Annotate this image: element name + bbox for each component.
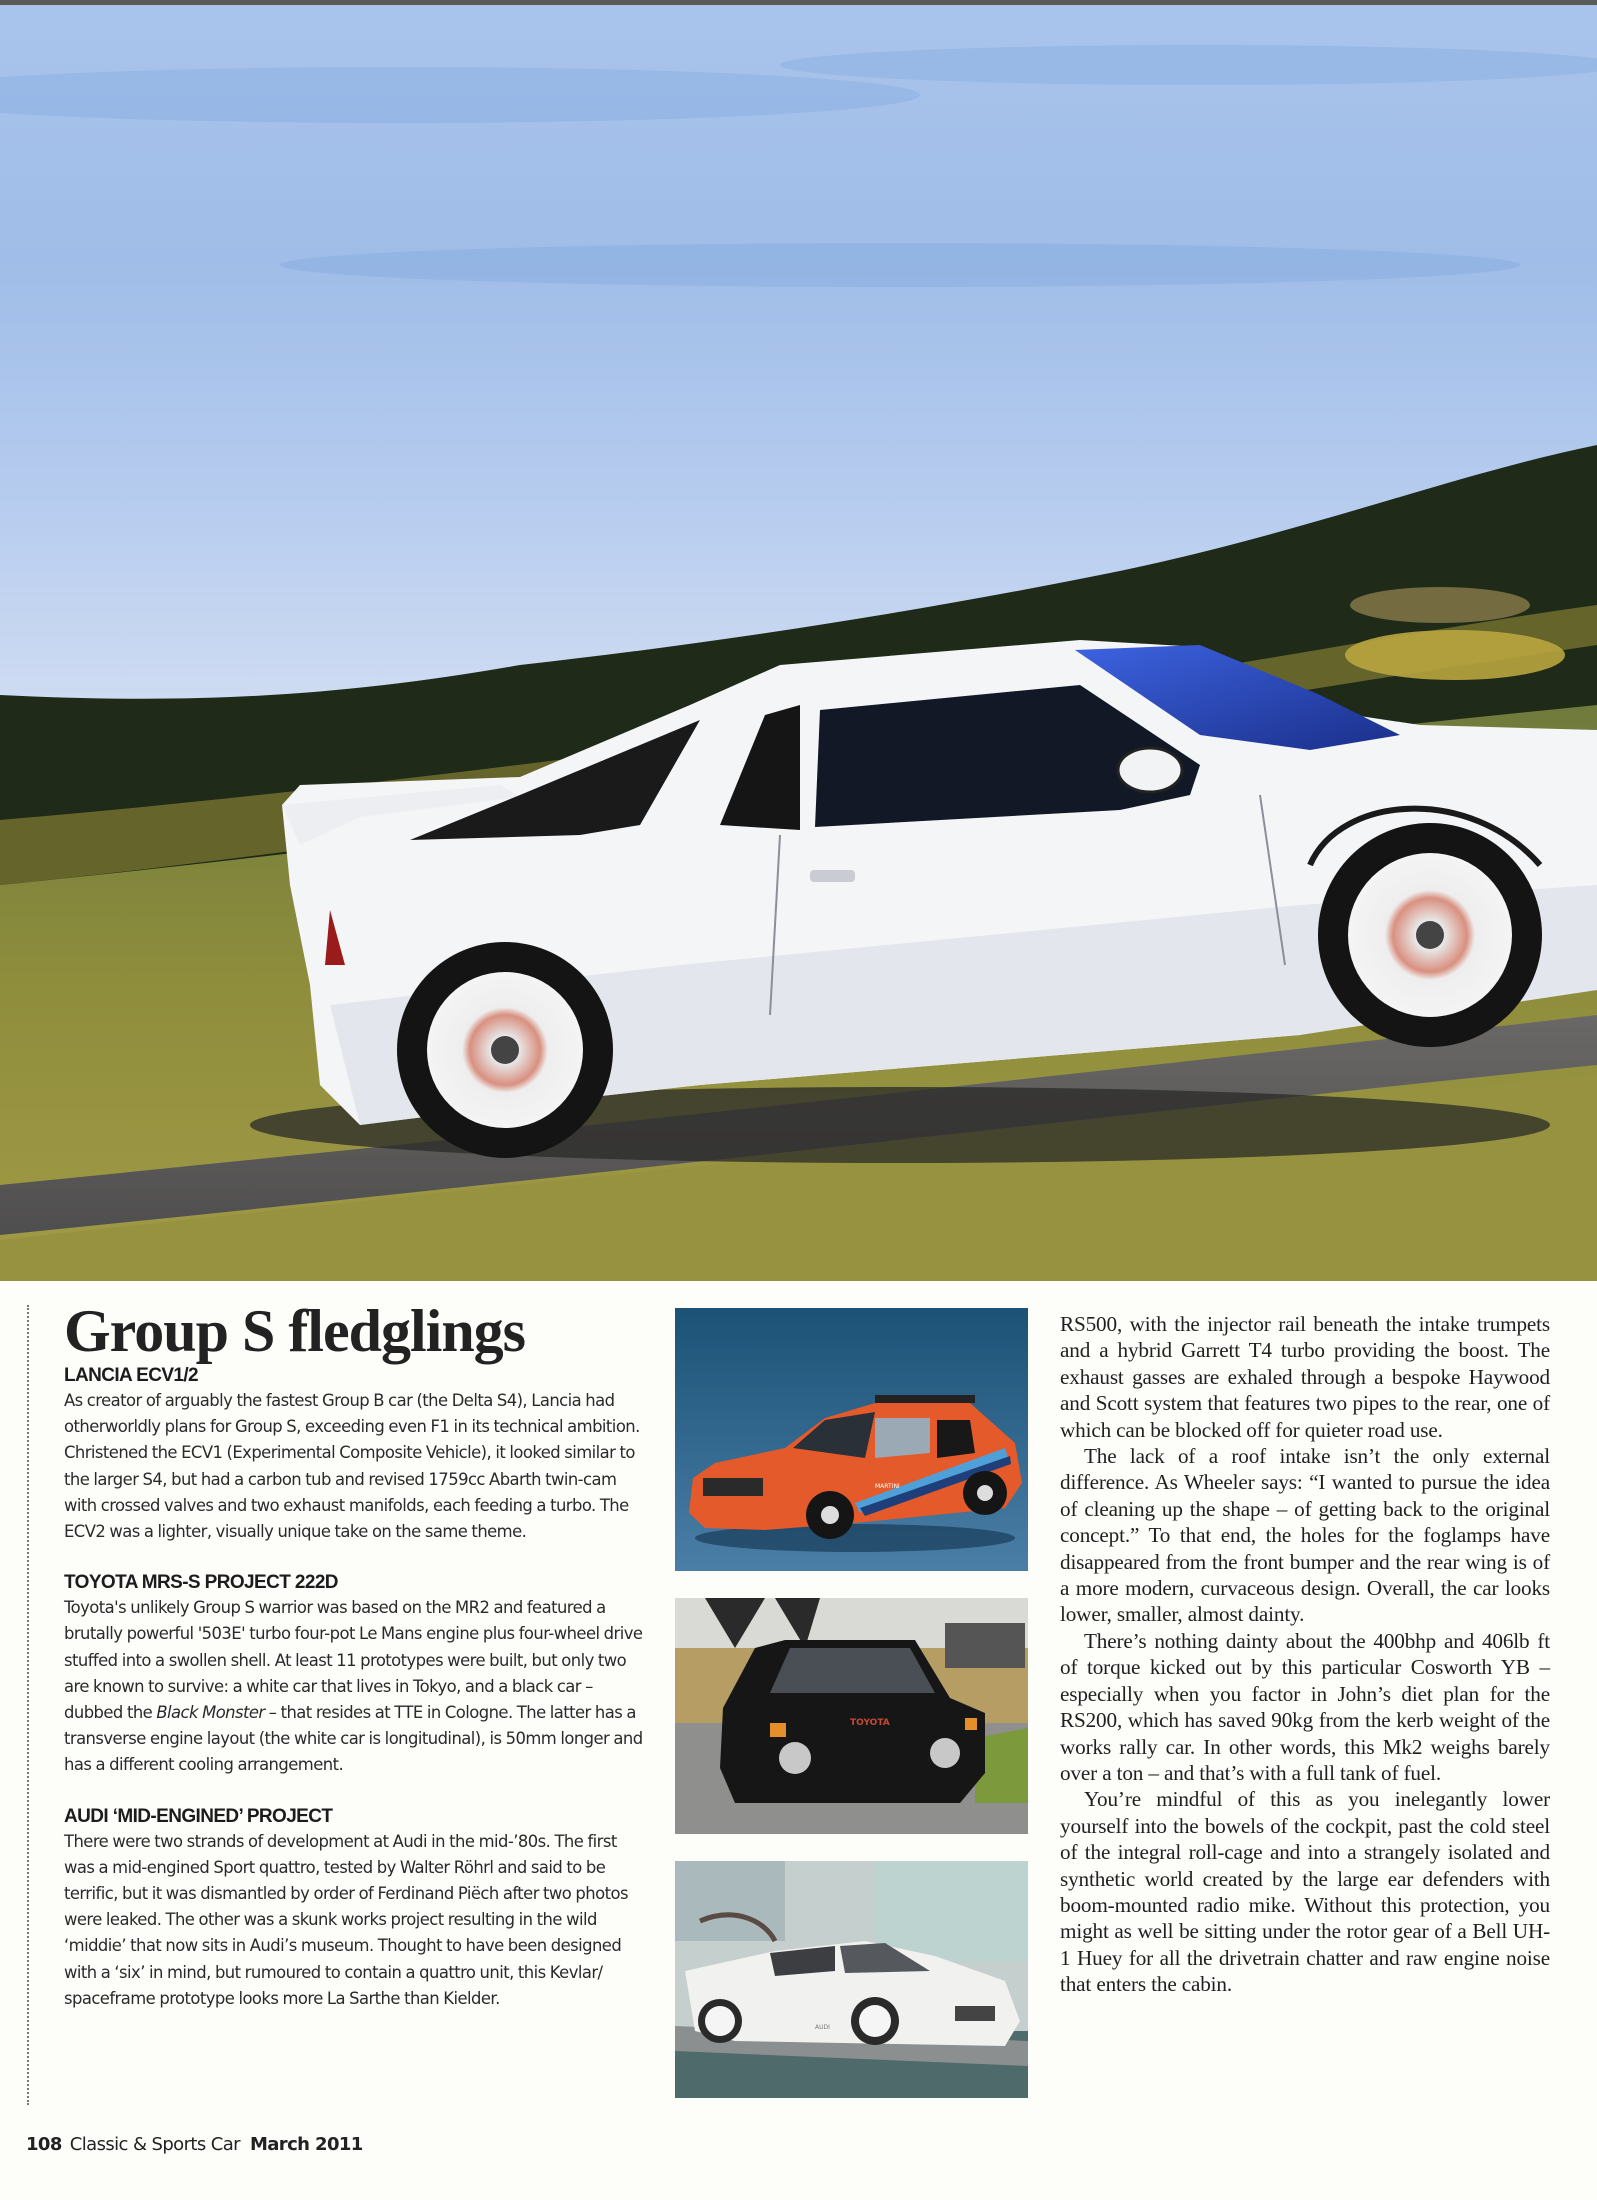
article-body-column xyxy=(1060,1311,1550,1998)
audi-rings-badge: AUDI xyxy=(815,2024,830,2031)
section-heading: TOYOTA MRS-S PROJECT 222D xyxy=(64,1572,338,1594)
sidebar-section-toyota xyxy=(64,1571,644,1778)
magazine-name: Classic & Sports Car xyxy=(69,2134,240,2155)
section-body: There were two strands of development at Audi in the mid-’80s. The first was a mid-engined Sport quattro, tested by Walter Röhrl and said to be terrific, but it was dismantled by order of Ferdinand Piëch after two photos were leaked. The other was a skunk works project resulting in the wild ‘middie’ that now sits in Audi’s museum. Thought to have been designed with a ‘six’ in mind, but rumoured to contain a quattro unit, this Kevlar/ spaceframe prototype looks more La Sarthe than Kielder. xyxy=(64,1831,628,2008)
body-text: Toyota's unlikely Group S warrior was based on the MR2 and featured a brutally powerful '503E' turbo four-pot Le Mans engine plus four-wheel drive stuffed into a swollen shell. At least 11 prototypes were built, but only two are known to survive: a white car that lives in Tokyo, and a black car – dubbed the xyxy=(64,1598,643,1723)
sidebar-section-audi xyxy=(64,1805,644,2012)
photo-lancia-ecv xyxy=(675,1308,1028,1571)
article-paragraph: You’re mindful of this as you inelegantly lower yourself into the bowels of the cockpit, past the cold steel of the integral roll-cage and into a strangely isolated and synthetic world created by the large ear defenders with boom-mounted radio mike. Without this protection, you might as well be sitting under the rotor gear of a Bell UH-1 Huey for all the drivetrain chatter and raw engine noise that enters the cabin. xyxy=(1060,1787,1550,1997)
section-body xyxy=(64,1595,644,1778)
photo-toyota-mrs xyxy=(675,1598,1028,1834)
article-paragraph: The lack of a roof intake isn’t the only external difference. As Wheeler says: “I wanted to pursue the idea of cleaning up the shape – of getting back to the original concept.” To that end, the holes for the foglamps have disappeared from the front bumper and the rear wing is of a more modern, curvaceous design. Overall, the car looks lower, smaller, almost dainty. xyxy=(1060,1444,1550,1627)
toyota-car-illustration xyxy=(675,1598,1028,1834)
section-body: As creator of arguably the fastest Group B car (the Delta S4), Lancia had otherworldly plans for Group S, exceeding even F1 in its technical ambition. Christened the ECV1 (Experimental Composite Vehicle), it looked similar to the larger S4, but had a carbon tub and revised 1759cc Abarth twin-cam with crossed valves and two exhaust manifolds, each feeding a turbo. The ECV2 was a lighter, visually unique take on the same theme. xyxy=(64,1391,640,1542)
sidebar-headline: Group S fledglings xyxy=(64,1298,526,1364)
page-folio xyxy=(26,2134,363,2155)
hero-car-illustration xyxy=(0,5,1597,1281)
sidebar-box xyxy=(64,1298,644,2038)
sidebar-dotted-rule xyxy=(27,1305,29,2105)
photo-audi-prototype xyxy=(675,1861,1028,2098)
audi-car-illustration xyxy=(675,1861,1028,2098)
section-heading: AUDI ‘MID-ENGINED’ PROJECT xyxy=(64,1805,333,1827)
article-paragraph: There’s nothing dainty about the 400bhp and 406lb ft of torque kicked out by this particular Cosworth YB – especially when you factor in John’s diet plan for the RS200, which has saved 90kg from the kerb weight of the works rally car. In other words, this Mk2 weighs barely over a ton – and that’s with a full tank of fuel. xyxy=(1060,1628,1550,1785)
italic-car-name: Black Monster xyxy=(156,1703,265,1723)
hero-photo xyxy=(0,5,1597,1281)
grille-badge: TOYOTA xyxy=(850,1718,890,1728)
livery-badge: MARTINI xyxy=(875,1483,900,1490)
article-paragraph: RS500, with the injector rail beneath the intake trumpets and a hybrid Garrett T4 turbo providing the boost. The exhaust gasses are exhaled through a bespoke Haywood and Scott system that features two pipes to the rear, one of which can be blocked off for quieter road use. xyxy=(1060,1312,1550,1442)
issue-date: March 2011 xyxy=(249,2134,363,2155)
sidebar-section-lancia xyxy=(64,1364,644,1545)
page-number: 108 xyxy=(26,2134,62,2155)
lancia-car-illustration xyxy=(675,1308,1028,1571)
section-heading: LANCIA ECV1/2 xyxy=(64,1365,199,1386)
body-text: – that resides at TTE in Cologne. The latter has a transverse engine layout (the white car is longitudinal), is 50mm longer and has a different cooling arrangement. xyxy=(64,1703,643,1775)
